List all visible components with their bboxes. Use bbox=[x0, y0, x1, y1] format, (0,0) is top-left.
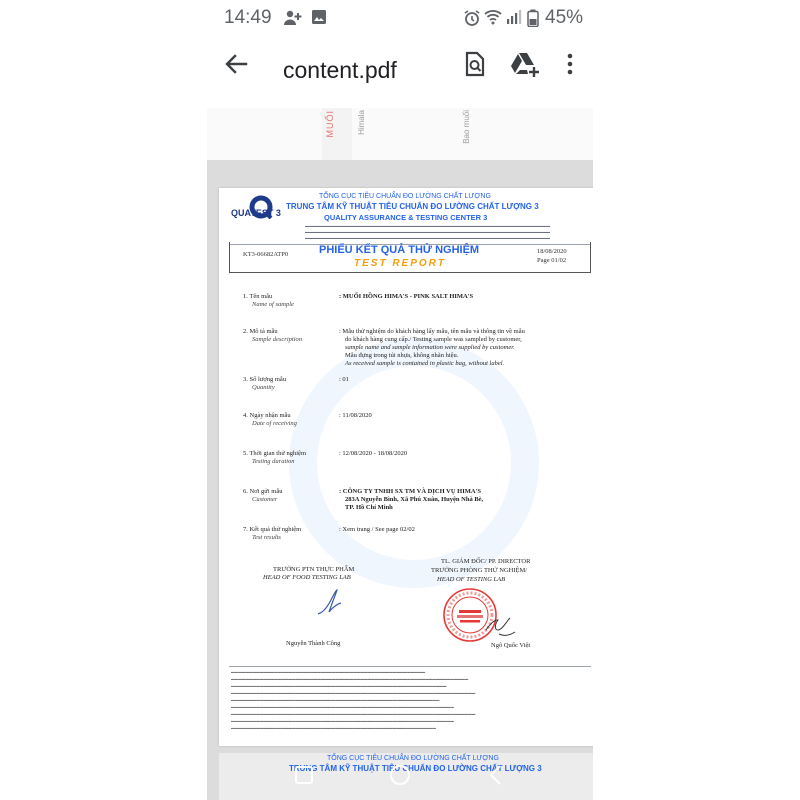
field-name-of-sample: 1. Tên mẫu Name of sample bbox=[243, 293, 294, 308]
field-sample-description: 2. Mô tả mẫu Sample description bbox=[243, 328, 303, 343]
logo-text: QUATEST 3 bbox=[231, 208, 281, 218]
arrow-back-icon bbox=[222, 50, 250, 78]
footer-note: ▬▬▬▬▬▬▬▬▬▬▬▬▬▬▬▬▬▬▬▬▬▬▬▬▬▬▬▬▬▬▬▬▬▬▬▬▬▬▬▬▬▬▬▬▬▬▬▬▬▬▬▬▬▬▬▬▬ bbox=[231, 726, 436, 730]
footer-note: ▬▬▬▬▬▬▬▬▬▬▬▬▬▬▬▬▬▬▬▬▬▬▬▬▬▬▬▬▬▬▬▬▬▬▬▬▬▬▬▬▬▬▬▬▬▬▬▬▬▬▬▬▬▬ bbox=[231, 670, 426, 674]
left-signer-title-en: HEAD OF FOOD TESTING LAB bbox=[263, 574, 351, 581]
field-test-results: 7. Kết quả thử nghiệm Test results bbox=[243, 526, 302, 541]
report-title-vn: PHIẾU KẾT QUẢ THỬ NGHIỆM bbox=[319, 244, 480, 256]
footer-note: ▬▬▬▬▬▬▬▬▬▬▬▬▬▬▬▬▬▬▬▬▬▬▬▬▬▬▬▬▬▬▬▬▬▬▬▬▬▬▬▬▬▬▬▬▬▬▬▬▬▬▬▬▬▬▬▬▬▬▬▬▬▬▬▬▬▬▬▬ bbox=[231, 712, 476, 716]
footer-note: ▬▬▬▬▬▬▬▬▬▬▬▬▬▬▬▬▬▬▬▬▬▬▬▬▬▬▬▬▬▬▬▬▬▬▬▬▬▬▬▬▬▬▬▬▬▬▬▬▬▬▬▬▬▬▬▬▬▬▬▬▬▬▬▬▬▬ bbox=[231, 677, 469, 681]
footer-note: ▬▬▬▬▬▬▬▬▬▬▬▬▬▬▬▬▬▬▬▬▬▬▬▬▬▬▬▬▬▬▬▬▬▬▬▬▬▬▬▬▬▬▬▬▬▬▬▬▬▬▬▬▬▬▬▬▬▬▬▬ bbox=[231, 684, 447, 688]
left-signer-title-vn: TRƯỞNG PTN THỰC PHẨM bbox=[273, 566, 355, 573]
recents-icon bbox=[291, 762, 317, 788]
right-signature bbox=[481, 608, 521, 642]
home-button[interactable] bbox=[387, 762, 413, 788]
sample-name-value: : MUỐI HỒNG HIMA'S - PINK SALT HIMA'S bbox=[339, 293, 474, 300]
prev-page-text: Himala bbox=[357, 110, 366, 135]
previous-page bbox=[207, 108, 593, 160]
next-page-header-1: TỔNG CỤC TIÊU CHUẨN ĐO LƯỜNG CHẤT LƯỢNG bbox=[327, 755, 499, 762]
pdf-page bbox=[219, 188, 593, 746]
report-code: KT3-06682ATP0 bbox=[243, 251, 289, 258]
battery-icon bbox=[527, 9, 539, 32]
wifi-icon bbox=[484, 9, 502, 30]
home-icon bbox=[387, 762, 413, 788]
status-bar bbox=[0, 0, 800, 36]
find-in-page-icon bbox=[460, 50, 488, 78]
test-results-value: : Xem trang / See page 02/02 bbox=[339, 526, 415, 533]
right-signer-title-3: HEAD OF TESTING LAB bbox=[437, 576, 506, 583]
alarm-icon bbox=[463, 9, 481, 32]
watermark-logo bbox=[289, 338, 539, 588]
prev-page-text: Bao muối bbox=[462, 110, 471, 144]
recents-button[interactable] bbox=[291, 762, 317, 788]
footer-note: ▬▬▬▬▬▬▬▬▬▬▬▬▬▬▬▬▬▬▬▬▬▬▬▬▬▬▬▬▬▬▬▬▬▬▬▬▬▬▬▬▬▬▬▬▬▬▬▬▬▬▬▬▬▬▬▬▬▬ bbox=[231, 698, 440, 702]
header-line-2: TRUNG TÂM KỸ THUẬT TIÊU CHUẨN ĐO LƯỜNG CHẤT LƯỢNG 3 bbox=[286, 202, 539, 211]
left-signer-name: Nguyễn Thành Công bbox=[286, 640, 341, 647]
back-nav-button[interactable] bbox=[483, 762, 509, 788]
image-icon bbox=[311, 9, 327, 30]
header-fine-print: ▬▬▬▬▬▬▬▬▬▬▬▬▬▬▬▬▬▬▬▬▬▬▬▬▬▬▬▬▬▬▬▬▬▬▬▬▬▬▬▬▬▬▬▬▬▬▬▬▬▬▬▬▬▬▬▬▬▬▬▬▬▬▬▬▬▬▬▬▬▬ bbox=[305, 236, 550, 240]
field-quantity: 3. Số lượng mẫu Quantity bbox=[243, 376, 287, 391]
more-vert-icon bbox=[556, 50, 584, 78]
file-title: content.pdf bbox=[283, 57, 397, 83]
right-signer-title-2: TRƯỞNG PHÒNG THỬ NGHIỆM/ bbox=[431, 567, 528, 574]
find-in-page-button[interactable] bbox=[460, 50, 488, 78]
testing-duration-value: : 12/08/2020 - 18/08/2020 bbox=[339, 450, 408, 457]
header-line-3: QUALITY ASSURANCE & TESTING CENTER 3 bbox=[324, 213, 488, 222]
header-line-1: TỔNG CỤC TIÊU CHUẨN ĐO LƯỜNG CHẤT LƯỢNG bbox=[319, 193, 491, 200]
add-to-drive-icon bbox=[510, 50, 540, 78]
battery-percent: 45% bbox=[545, 7, 584, 28]
sample-description-value: : Mẫu thử nghiệm do khách hàng lấy mẫu, tên mẫu và thông tin về mẫu do khách hàng cung cấp./ Testing sample was sampled by customer, sample name and sample information were supplied by customer. Mẫu đựng trong túi nhựa, không nhãn hiệu. As received sample is contained in plastic bag, without label. bbox=[339, 328, 525, 367]
footer-note: ▬▬▬▬▬▬▬▬▬▬▬▬▬▬▬▬▬▬▬▬▬▬▬▬▬▬▬▬▬▬▬▬▬▬▬▬▬▬▬▬▬▬▬▬▬▬▬▬▬▬▬▬▬▬▬▬▬▬▬▬▬▬▬▬▬▬▬▬ bbox=[231, 691, 476, 695]
field-date-of-receiving: 4. Ngày nhận mẫu Date of receiving bbox=[243, 412, 297, 427]
report-title-en: TEST REPORT bbox=[354, 258, 446, 269]
status-time: 14:49 bbox=[224, 7, 272, 28]
report-date: 18/08/2020 bbox=[537, 248, 567, 255]
footer-note: ▬▬▬▬▬▬▬▬▬▬▬▬▬▬▬▬▬▬▬▬▬▬▬▬▬▬▬▬▬▬▬▬▬▬▬▬▬▬▬▬▬▬▬▬▬▬▬▬▬▬▬▬▬▬▬▬▬▬▬▬▬▬ bbox=[231, 705, 454, 709]
left-signature bbox=[314, 586, 354, 620]
signal-icon bbox=[506, 9, 522, 30]
navigation-bar bbox=[207, 752, 593, 800]
back-button[interactable] bbox=[222, 50, 250, 78]
footer-note: ▬▬▬▬▬▬▬▬▬▬▬▬▬▬▬▬▬▬▬▬▬▬▬▬▬▬▬▬▬▬▬▬▬▬▬▬▬▬▬▬▬▬▬▬▬▬▬▬▬▬▬▬▬▬▬▬▬▬▬▬▬▬ bbox=[231, 719, 454, 723]
date-received-value: : 11/08/2020 bbox=[339, 412, 372, 419]
more-options-button[interactable] bbox=[556, 50, 584, 78]
right-signer-name: Ngô Quốc Việt bbox=[491, 642, 531, 649]
prev-page-text: MUỐI bbox=[325, 110, 335, 138]
person-icon bbox=[283, 9, 303, 32]
add-to-drive-button[interactable] bbox=[510, 50, 538, 78]
customer-value: : CÔNG TY TNHH SX TM VÀ DỊCH VỤ HIMA'S 283A Nguyễn Bình, Xã Phú Xuân, Huyện Nhà Bè, TP. Hồ Chí Minh bbox=[339, 488, 484, 511]
pdf-viewer[interactable] bbox=[207, 108, 593, 800]
header-fine-print: ▬▬▬▬▬▬▬▬▬▬▬▬▬▬▬▬▬▬▬▬▬▬▬▬▬▬▬▬▬▬▬▬▬▬▬▬▬▬▬▬▬▬▬▬▬▬▬▬▬▬▬▬▬▬▬▬▬▬▬▬▬▬▬▬▬▬▬▬▬▬ bbox=[305, 230, 550, 234]
header-fine-print: ▬▬▬▬▬▬▬▬▬▬▬▬▬▬▬▬▬▬▬▬▬▬▬▬▬▬▬▬▬▬▬▬▬▬▬▬▬▬▬▬▬▬▬▬▬▬▬▬▬▬▬▬▬▬▬▬▬▬▬▬▬▬▬▬▬▬▬▬▬▬ bbox=[305, 224, 550, 228]
app-bar bbox=[0, 36, 800, 104]
field-customer: 6. Nơi gửi mẫu Customer bbox=[243, 488, 283, 503]
chevron-left-icon bbox=[483, 762, 509, 788]
quantity-value: : 01 bbox=[339, 376, 349, 383]
next-page-header-2: TRUNG TÂM KỸ THUẬT TIÊU CHUẨN ĐO LƯỜNG CHẤT LƯỢNG 3 bbox=[289, 764, 542, 773]
report-page-number: Page 01/02 bbox=[537, 257, 567, 264]
field-testing-duration: 5. Thời gian thử nghiệm Testing duration bbox=[243, 450, 306, 465]
right-signer-title-1: TL. GIÁM ĐỐC/ PP. DIRECTOR bbox=[441, 558, 531, 565]
